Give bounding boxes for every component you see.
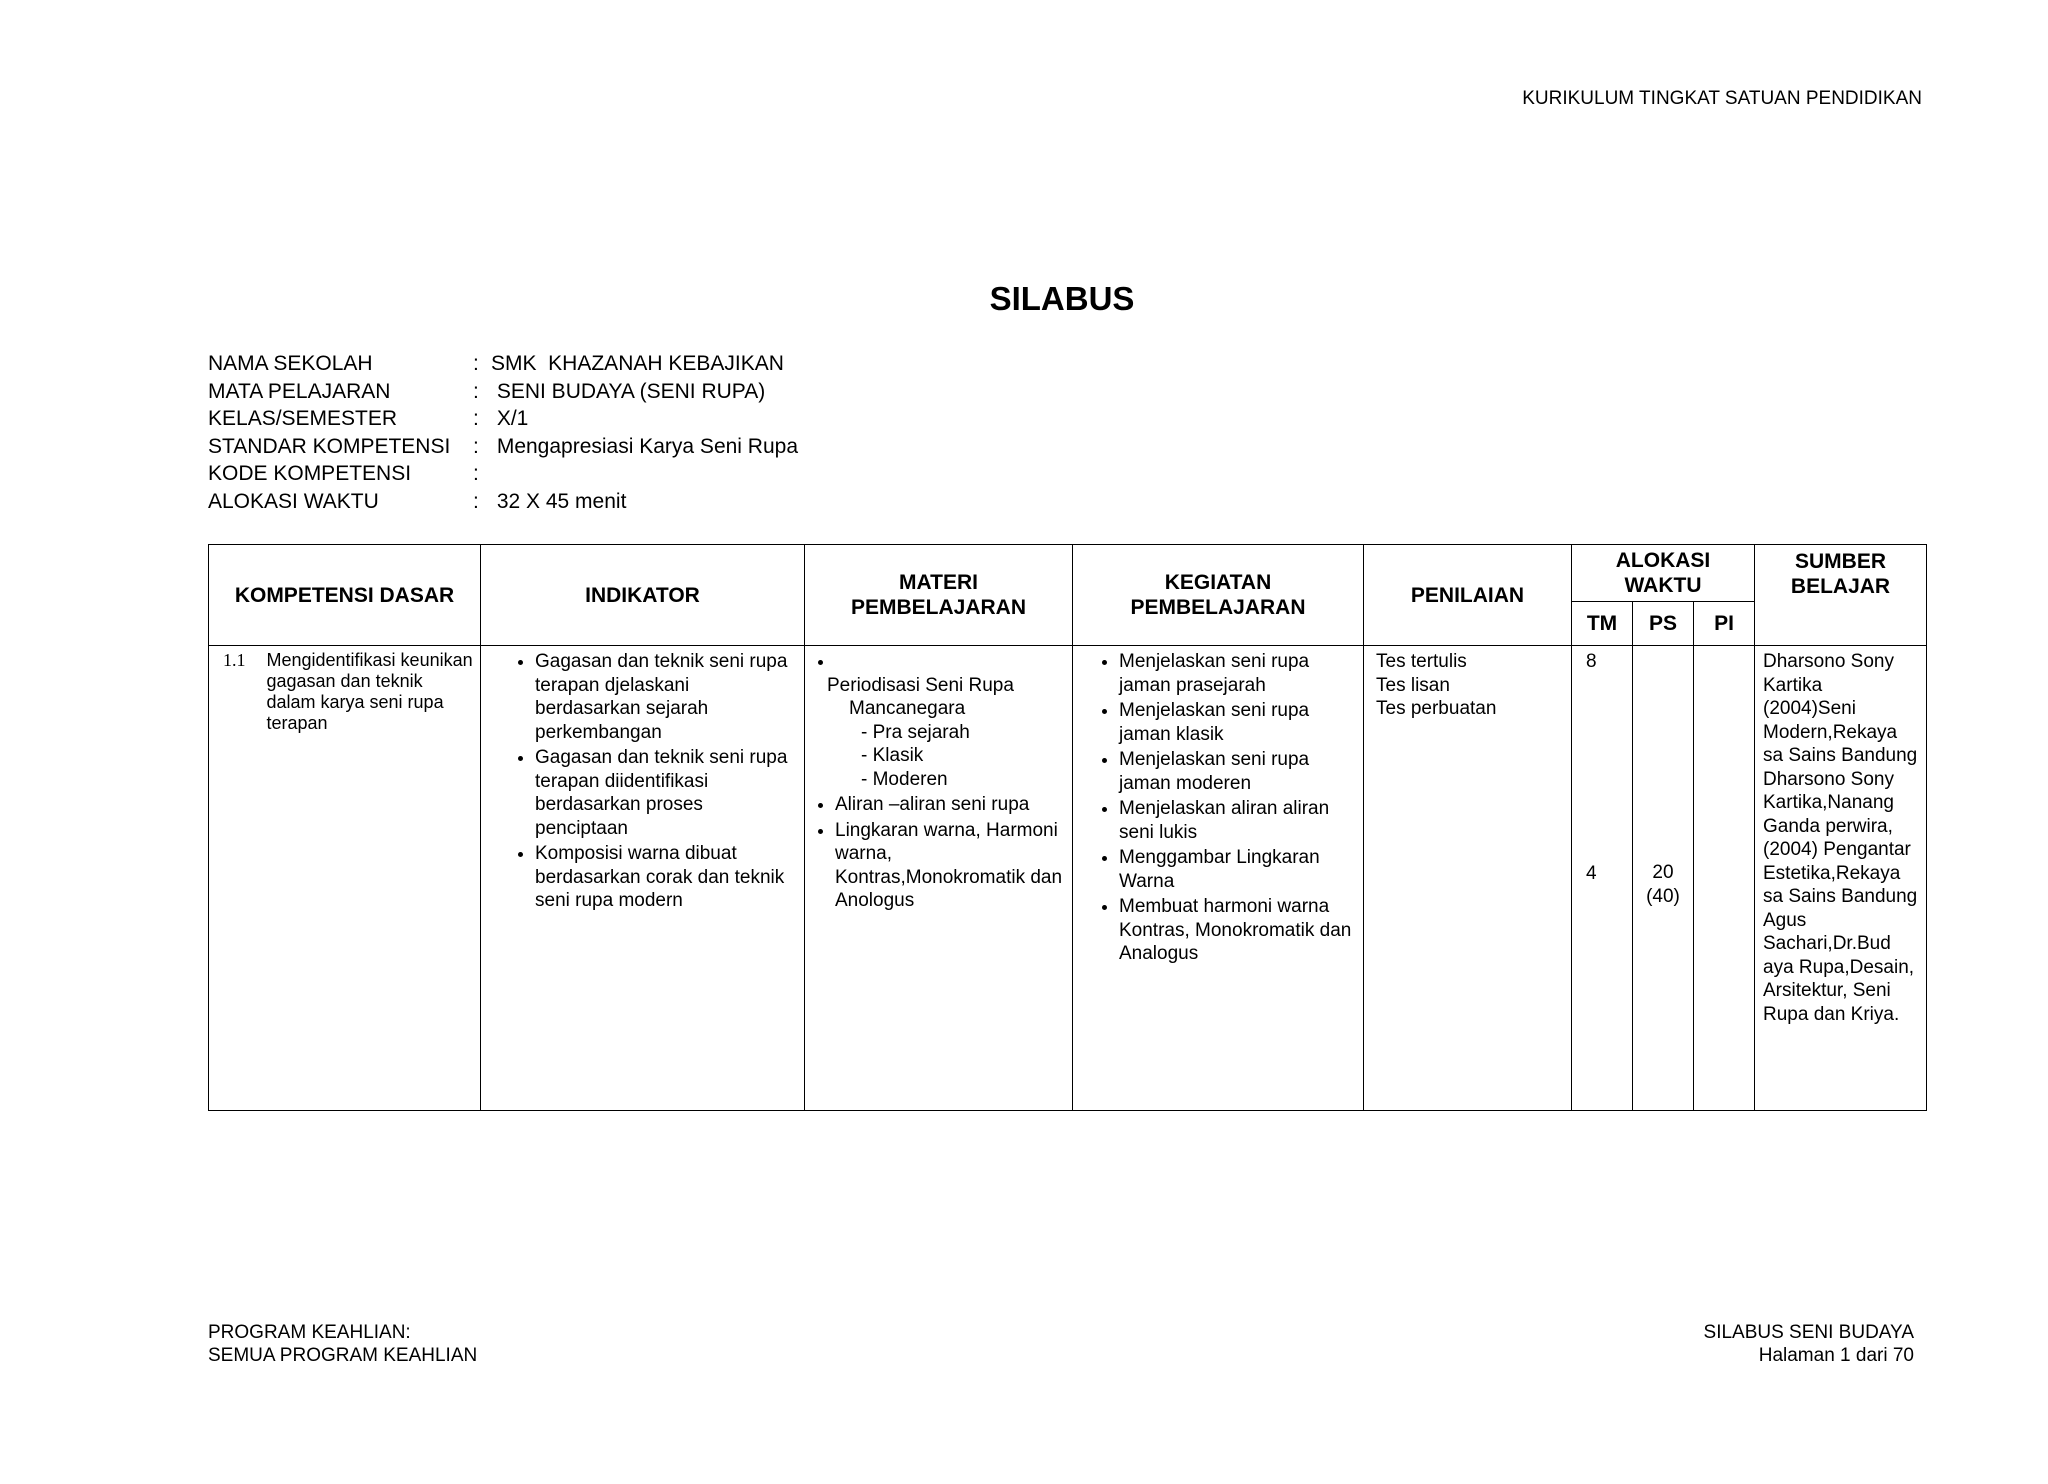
info-colon: : [473, 462, 479, 486]
footer-right [1704, 1322, 1914, 1367]
info-value: 32 X 45 menit [491, 489, 627, 513]
kd-text: Mengidentifikasi keunikan gagasan dan teknik dalam karya seni rupa terapan [266, 650, 473, 733]
materi-mancanegara: Mancanegara [849, 698, 966, 719]
info-colon: : [473, 379, 479, 403]
info-row-code [208, 460, 798, 488]
cell-indikator [481, 646, 805, 1111]
list-item: • Menggambar Lingkaran Warna [1119, 846, 1357, 893]
penilaian-item: Tes lisan [1376, 674, 1450, 696]
header-penilaian: PENILAIAN [1364, 545, 1572, 646]
list-item: • Aliran –aliran seni rupa [835, 793, 1066, 817]
info-colon: : [473, 407, 479, 431]
tm-value: 4 [1586, 862, 1597, 884]
footer-doc-name: SILABUS SENI BUDAYA [1703, 1322, 1914, 1343]
info-colon: : [473, 352, 479, 375]
ps-value: 20 [1652, 862, 1674, 883]
info-row-class [208, 405, 798, 433]
info-value: Mengapresiasi Karya Seni Rupa [491, 434, 799, 458]
list-item: • Membuat harmoni warna Kontras, Monokromatik dan Analogus [1119, 895, 1357, 966]
header-sumber-belajar: SUMBER BELAJAR [1755, 545, 1927, 646]
list-item: • Gagasan dan teknik seni rupa terapan diidentifikasi berdasarkan proses penciptaan [535, 746, 798, 840]
info-row-subject [208, 378, 798, 406]
cell-ps [1633, 646, 1694, 1111]
document-header: KURIKULUM TINGKAT SATUAN PENDIDIKAN [1522, 88, 1922, 109]
header-kompetensi-dasar: KOMPETENSI DASAR [209, 545, 481, 646]
info-colon: : [473, 489, 479, 513]
empty-bullet [835, 650, 1066, 674]
header-indikator: INDIKATOR [481, 545, 805, 646]
page-title: SILABUS [989, 280, 1135, 317]
info-label: MATA PELAJARAN [208, 379, 391, 403]
cell-kompetensi-dasar [209, 646, 481, 1111]
info-value: SENI BUDAYA (SENI RUPA) [491, 379, 766, 403]
list-item: • Menjelaskan aliran aliran seni lukis [1119, 797, 1357, 844]
sumber-item: Agus Sachari,Dr.Bud aya Rupa,Desain, Arsitektur, Seni Rupa dan Kriya. [1763, 909, 1915, 1025]
info-label: NAMA SEKOLAH [208, 352, 373, 375]
header-kegiatan: KEGIATAN PEMBELAJARAN [1073, 545, 1364, 646]
sumber-item: Dharsono Sony Kartika,Nanang Ganda perwira,(2004) Pengantar Estetika,Rekaya sa Sains Bandung [1763, 768, 1918, 907]
footer-program-value: SEMUA PROGRAM KEAHLIAN [208, 1344, 478, 1366]
info-label: KODE KOMPETENSI [208, 462, 412, 486]
cell-materi [805, 646, 1073, 1111]
penilaian-item: Tes perbuatan [1376, 698, 1497, 719]
cell-pi [1694, 646, 1755, 1111]
syllabus-table [208, 544, 1927, 1111]
ps-value: (40) [1646, 885, 1680, 907]
list-item: • Komposisi warna dibuat berdasarkan corak dan teknik seni rupa modern [535, 842, 798, 913]
list-item: • Menjelaskan seni rupa jaman prasejarah [1119, 650, 1357, 697]
cell-sumber [1755, 646, 1927, 1111]
info-row-school [208, 350, 798, 378]
list-item: • Menjelaskan seni rupa jaman klasik [1119, 699, 1357, 746]
footer-program-label: PROGRAM KEAHLIAN: [208, 1322, 411, 1343]
info-label: STANDAR KOMPETENSI [208, 434, 451, 458]
footer-left [208, 1322, 477, 1367]
info-value: SMK KHAZANAH KEBAJIKAN [491, 352, 784, 375]
materi-sub-item: - Klasik [861, 745, 924, 766]
materi-periodisasi: Periodisasi Seni Rupa [827, 674, 1014, 696]
info-block [208, 350, 798, 516]
info-row-time [208, 488, 798, 516]
header-ps: PS [1633, 602, 1694, 646]
info-colon: : [473, 434, 479, 458]
info-row-standard [208, 433, 798, 461]
tm-value: 8 [1586, 651, 1597, 672]
footer-page-number: Halaman 1 dari 70 [1758, 1344, 1914, 1366]
sumber-item: Dharsono Sony Kartika (2004)Seni Modern,Rekaya sa Sains Bandung [1763, 651, 1918, 766]
info-value: X/1 [491, 407, 529, 431]
header-tm: TM [1572, 602, 1633, 646]
materi-sub-item: - Pra sejarah [861, 721, 970, 743]
header-materi: MATERI PEMBELAJARAN [805, 545, 1073, 646]
cell-tm [1572, 646, 1633, 1111]
info-label: KELAS/SEMESTER [208, 407, 398, 431]
header-pi: PI [1694, 602, 1755, 646]
kd-number: 1.1 [223, 650, 246, 670]
list-item: • Lingkaran warna, Harmoni warna, Kontras,Monokromatik dan Anologus [835, 819, 1066, 913]
list-item: • Gagasan dan teknik seni rupa terapan djelaskani berdasarkan sejarah perkembangan [535, 650, 798, 744]
materi-sub-item: - Moderen [861, 768, 948, 790]
cell-penilaian [1364, 646, 1572, 1111]
cell-kegiatan [1073, 646, 1364, 1111]
table-row [209, 646, 1927, 1111]
info-label: ALOKASI WAKTU [208, 489, 379, 513]
penilaian-item: Tes tertulis [1376, 651, 1467, 672]
list-item: • Menjelaskan seni rupa jaman moderen [1119, 748, 1357, 795]
header-alokasi-waktu: ALOKASI WAKTU [1572, 545, 1755, 602]
